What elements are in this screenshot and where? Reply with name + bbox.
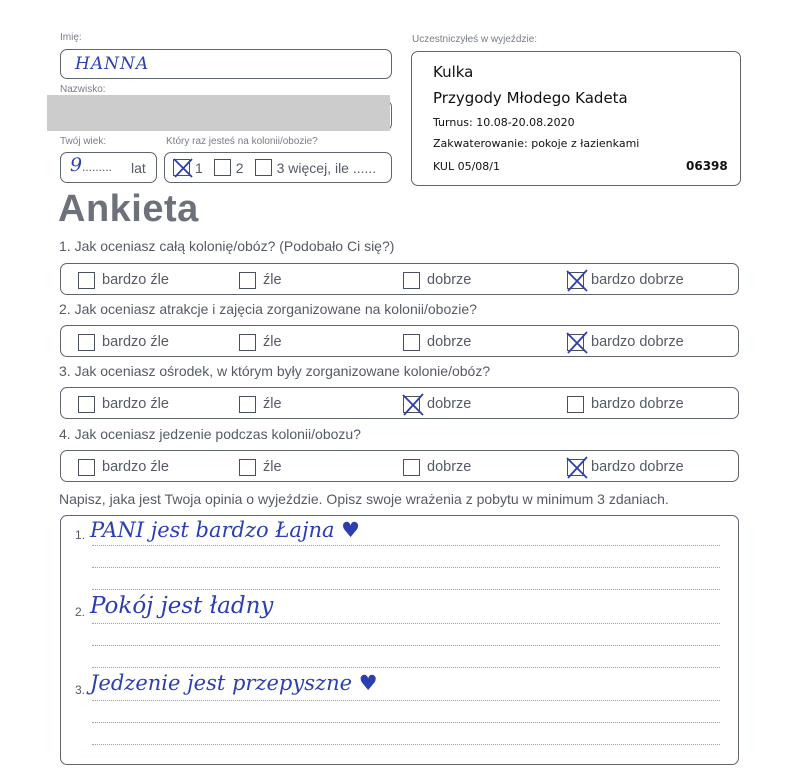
question-4-bardzo-zle-label: bardzo źle	[102, 459, 169, 475]
opinion-line	[92, 744, 720, 745]
imie-field[interactable]	[60, 49, 392, 79]
question-2-zle-label: źle	[263, 334, 282, 350]
times-2-label: 2	[235, 159, 244, 176]
question-4-option-bardzo-zle[interactable]	[78, 451, 169, 483]
ticket-zakwaterowanie: Zakwaterowanie: pokoje z łazienkami	[433, 137, 640, 150]
opinion-entry-3-text: Jedzenie jest przepyszne ♥	[90, 671, 378, 695]
nazwisko-label: Nazwisko:	[60, 84, 106, 95]
question-4-bardzo-dobrze-checkbox[interactable]	[567, 459, 584, 476]
opinion-line	[92, 623, 720, 624]
question-1-option-bardzo-dobrze[interactable]	[567, 264, 684, 296]
wiek-unit: lat	[131, 160, 146, 176]
question-3-bardzo-dobrze-checkbox[interactable]	[567, 396, 584, 413]
question-4-dobrze-checkbox[interactable]	[403, 459, 420, 476]
question-2-bardzo-zle-label: bardzo źle	[102, 334, 169, 350]
ticket-line1: Kulka	[433, 63, 474, 81]
question-1-option-zle[interactable]	[239, 264, 282, 296]
question-3-row	[60, 387, 739, 419]
question-1-dobrze-checkbox[interactable]	[403, 272, 420, 289]
opinion-box[interactable]	[60, 515, 739, 765]
question-4-bardzo-dobrze-label: bardzo dobrze	[591, 459, 684, 475]
page-title: Ankieta	[58, 188, 199, 230]
question-2-zle-checkbox[interactable]	[239, 334, 256, 351]
question-3-dobrze-checkbox[interactable]	[403, 396, 420, 413]
imie-label: Imię:	[60, 32, 82, 43]
opinion-entry-2-text: Pokój jest ładny	[90, 593, 274, 619]
times-1-checkbox[interactable]	[173, 159, 190, 176]
opinion-line	[92, 567, 720, 568]
question-4-zle-label: źle	[263, 459, 282, 475]
question-1-option-bardzo-zle[interactable]	[78, 264, 169, 296]
question-4-option-dobrze[interactable]	[403, 451, 471, 483]
question-4-dobrze-label: dobrze	[427, 459, 472, 475]
wiek-value: 9	[70, 154, 83, 176]
opinion-entry-3-num: 3.	[75, 683, 86, 697]
question-2-option-dobrze[interactable]	[403, 326, 471, 358]
question-3-bardzo-dobrze-label: bardzo dobrze	[591, 396, 684, 412]
question-2-bardzo-zle-checkbox[interactable]	[78, 334, 95, 351]
redaction-bar	[47, 95, 390, 131]
question-3-option-bardzo-dobrze[interactable]	[567, 388, 684, 420]
question-2-dobrze-label: dobrze	[427, 334, 472, 350]
question-1-bardzo-dobrze-checkbox[interactable]	[567, 272, 584, 289]
question-4-option-zle[interactable]	[239, 451, 282, 483]
question-1-bardzo-zle-checkbox[interactable]	[78, 272, 95, 289]
opinion-line	[92, 722, 720, 723]
question-2-bardzo-dobrze-label: bardzo dobrze	[591, 334, 684, 350]
question-1-row	[60, 263, 739, 295]
question-2-bardzo-dobrze-checkbox[interactable]	[567, 334, 584, 351]
opinion-entry-1-text: PANI jest bardzo Łajna ♥	[90, 518, 360, 542]
ticket-code: KUL 05/08/1	[433, 160, 500, 173]
question-1-dobrze-label: dobrze	[427, 272, 472, 288]
question-1-option-dobrze[interactable]	[403, 264, 471, 296]
question-3-option-zle[interactable]	[239, 388, 282, 420]
question-3-zle-label: źle	[263, 396, 282, 412]
opinion-prompt: Napisz, jaka jest Twoja opinia o wyjeździe. Opisz swoje wrażenia z pobytu w minimum 3 zdaniach.	[59, 491, 669, 507]
ktory-raz-field	[164, 152, 392, 183]
ktory-raz-label: Który raz jesteś na kolonii/obozie?	[166, 136, 318, 147]
opinion-line	[92, 700, 720, 701]
imie-value: HANNA	[75, 54, 150, 74]
question-3-zle-checkbox[interactable]	[239, 396, 256, 413]
question-4-text: 4. Jak oceniasz jedzenie podczas kolonii/obozu?	[59, 426, 361, 442]
wiek-dots: .........	[82, 160, 113, 174]
question-2-option-bardzo-dobrze[interactable]	[567, 326, 684, 358]
question-1-zle-checkbox[interactable]	[239, 272, 256, 289]
times-3-checkbox[interactable]	[255, 159, 272, 176]
question-3-text: 3. Jak oceniasz ośrodek, w którym były zorganizowane kolonie/obóz?	[59, 363, 491, 379]
ticket-number: 06398	[686, 159, 728, 173]
question-2-option-zle[interactable]	[239, 326, 282, 358]
question-1-zle-label: źle	[263, 272, 282, 288]
opinion-entry-1-num: 1.	[75, 528, 86, 542]
wiek-field[interactable]	[60, 152, 157, 183]
times-2-checkbox[interactable]	[214, 159, 231, 176]
question-4-row	[60, 450, 739, 482]
question-4-option-bardzo-dobrze[interactable]	[567, 451, 684, 483]
opinion-line	[92, 589, 720, 590]
question-3-bardzo-zle-checkbox[interactable]	[78, 396, 95, 413]
question-3-option-bardzo-zle[interactable]	[78, 388, 169, 420]
times-1-label: 1	[195, 159, 203, 176]
ticket-box	[411, 51, 741, 186]
ticket-label: Uczestniczyłeś w wyjeździe:	[412, 34, 538, 45]
question-3-option-dobrze[interactable]	[403, 388, 471, 420]
question-3-bardzo-zle-label: bardzo źle	[102, 396, 169, 412]
times-3-label: 3 więcej, ile ......	[276, 159, 377, 176]
question-2-text: 2. Jak oceniasz atrakcje i zajęcia zorganizowane na kolonii/obozie?	[59, 301, 477, 317]
ticket-turnus: Turnus: 10.08-20.08.2020	[433, 116, 575, 129]
ticket-line2: Przygody Młodego Kadeta	[433, 89, 628, 107]
opinion-line	[92, 667, 720, 668]
question-1-text: 1. Jak oceniasz całą kolonię/obóz? (Podobało Ci się?)	[59, 238, 395, 254]
question-2-dobrze-checkbox[interactable]	[403, 334, 420, 351]
question-3-dobrze-label: dobrze	[427, 396, 472, 412]
opinion-line	[92, 645, 720, 646]
opinion-entry-2-num: 2.	[75, 605, 86, 619]
question-1-bardzo-dobrze-label: bardzo dobrze	[591, 272, 684, 288]
question-4-zle-checkbox[interactable]	[239, 459, 256, 476]
question-2-option-bardzo-zle[interactable]	[78, 326, 169, 358]
question-1-bardzo-zle-label: bardzo źle	[102, 272, 169, 288]
wiek-label: Twój wiek:	[60, 136, 107, 147]
opinion-line	[92, 545, 720, 546]
question-4-bardzo-zle-checkbox[interactable]	[78, 459, 95, 476]
question-2-row	[60, 325, 739, 357]
